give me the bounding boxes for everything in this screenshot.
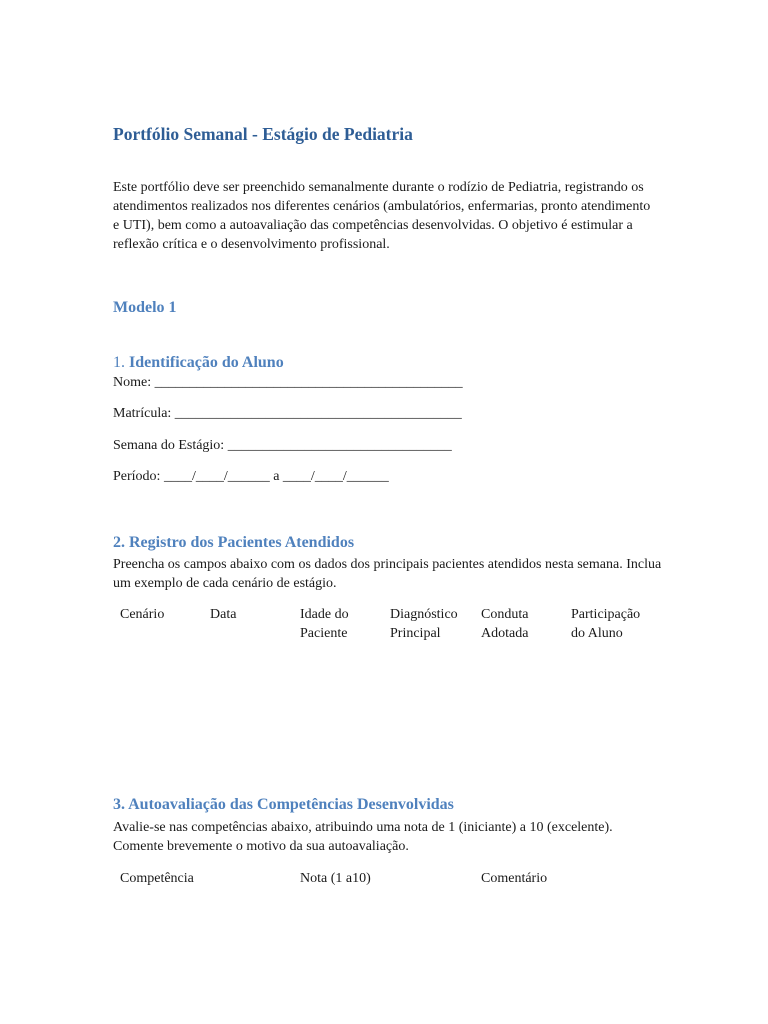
table2-header-data: Data [210,607,237,622]
table3-header-competencia: Competência [120,871,194,886]
table3-header-nota: Nota (1 a10) [300,871,371,886]
table2-header-idade: Idade do Paciente [300,607,349,641]
field-periodo[interactable]: Período: ____/____/______ a ____/____/______ [113,469,389,484]
section1-number: 1. [113,354,125,371]
section2-instructions: Preencha os campos abaixo com os dados dos principais pacientes atendidos nesta semana. Inclua um exemplo de cada cenário de estágio. [113,557,662,591]
field-matricula[interactable]: Matrícula: _________________________________________ [113,406,462,421]
table2-header-conduta: Conduta Adotada [481,607,529,641]
field-nome[interactable]: Nome: ____________________________________________ [113,375,463,390]
section1-title: Identificação do Aluno [129,354,284,371]
section2-heading: 2. Registro dos Pacientes Atendidos [113,534,355,551]
intro-paragraph: Este portfólio deve ser preenchido semanalmente durante o rodízio de Pediatria, registrando os atendimentos realizados nos diferentes cenários (ambulatórios, enfermarias, pronto atendimento e UTI), bem como a autoavaliação das competências desenvolvidas. O objetivo é estimular a reflexão crítica e o desenvolvimento profissional. [113,180,651,252]
table2-header-diagnostico: Diagnóstico Principal [390,607,458,641]
table2-header-participacao: Participação do Aluno [571,607,641,641]
field-semana[interactable]: Semana do Estágio: ________________________________ [113,438,452,453]
section3-instructions: Avalie-se nas competências abaixo, atribuindo uma nota de 1 (iniciante) a 10 (excelente). Comente brevemente o motivo da sua autoavaliação. [113,820,613,854]
section3-heading: 3. Autoavaliação das Competências Desenvolvidas [113,796,454,813]
section1-heading [113,354,284,372]
table3-header-comentario: Comentário [481,871,548,886]
model-label: Modelo 1 [113,299,177,316]
document-title: Portfólio Semanal - Estágio de Pediatria [113,124,413,144]
table2-header-cenario: Cenário [120,607,165,622]
